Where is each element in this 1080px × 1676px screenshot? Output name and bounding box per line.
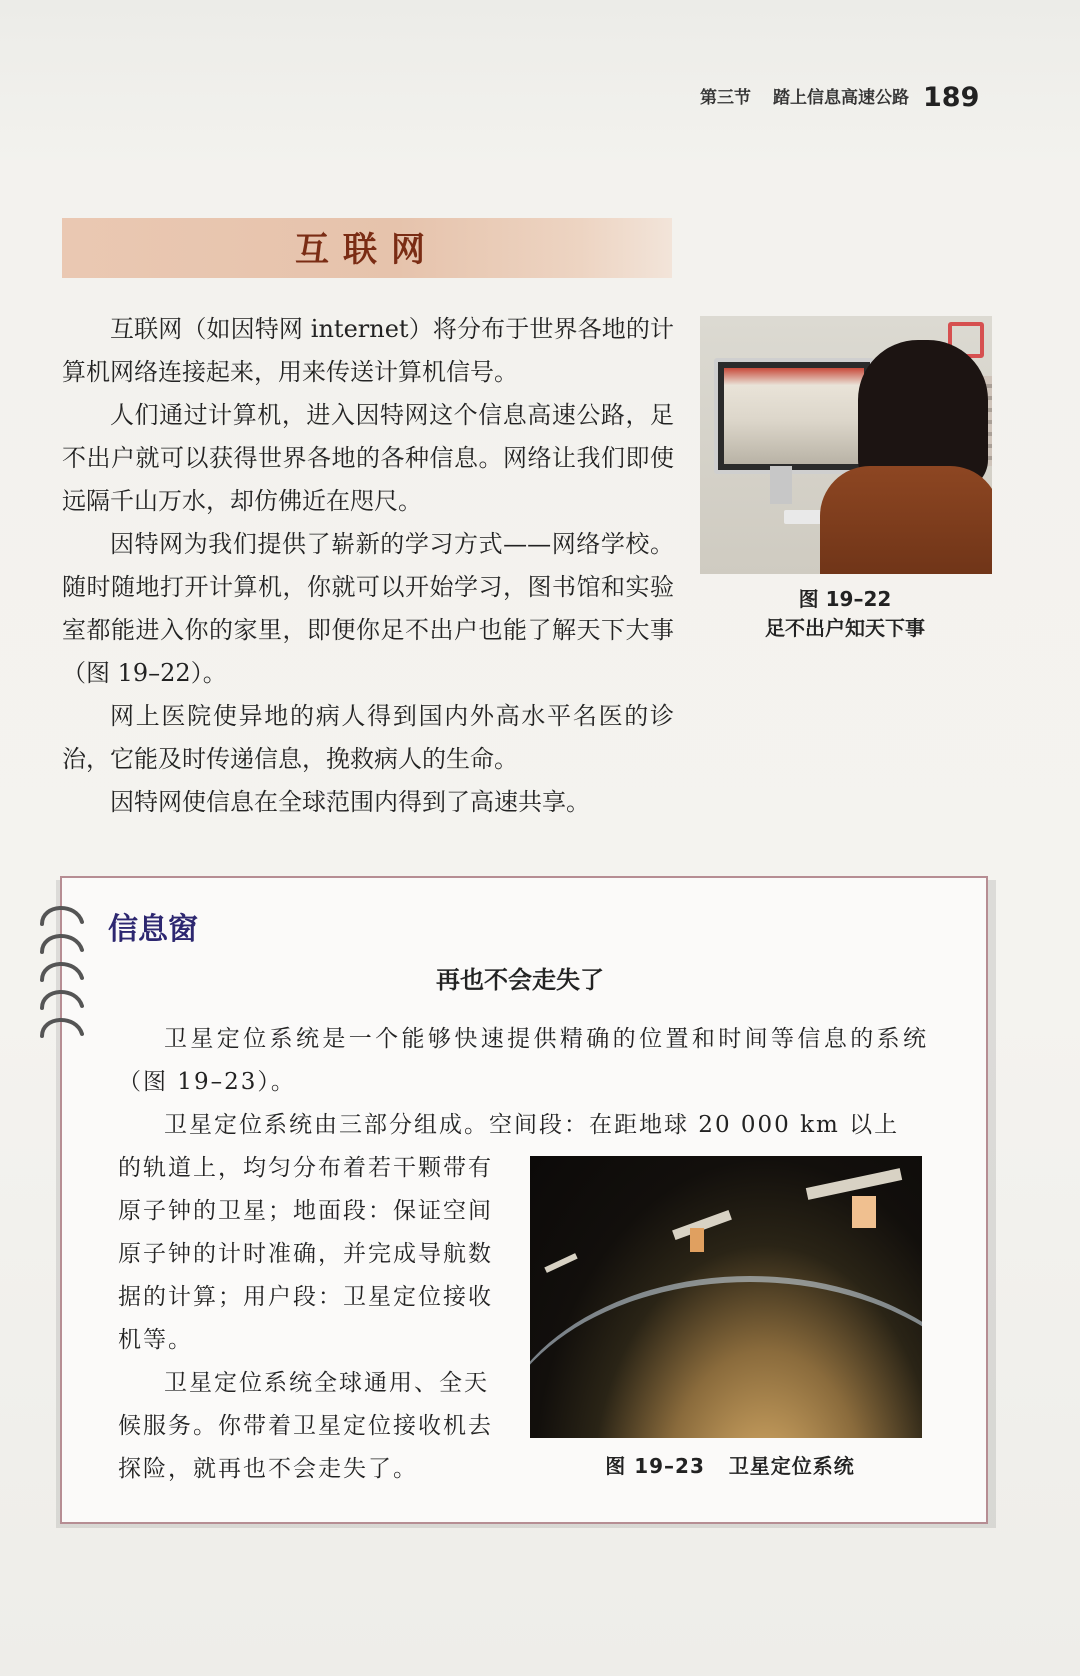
main-text (62, 308, 674, 824)
section-heading: 互联网 (295, 230, 439, 270)
paragraph: 因特网使信息在全球范围内得到了高速共享。 (110, 788, 590, 816)
binding-ring (42, 992, 82, 1008)
figure-caption (710, 585, 980, 643)
info-window-title: 再也不会走失了 (436, 966, 604, 994)
figure-number: 图 19–22 (798, 587, 892, 611)
header-section: 第三节 (700, 88, 751, 108)
info-window-label: 信息窗 (108, 912, 198, 947)
satellite-panel (544, 1253, 577, 1273)
monitor-screen (724, 368, 864, 464)
info-paragraph: 卫星定位系统是一个能够快速提供精确的位置和时间等信息的系统（图 19–23）。 (118, 1026, 928, 1095)
binding-ring (42, 1020, 82, 1036)
computer-monitor (714, 358, 874, 474)
satellite-positioning-image (530, 1156, 922, 1438)
monitor-stand (770, 466, 792, 504)
person-body (820, 466, 992, 574)
header-title: 踏上信息高速公路 (773, 88, 909, 108)
paragraph: 人们通过计算机，进入因特网这个信息高速公路，足不出户就可以获得世界各地的各种信息。网络让我们即使远隔千山万水，却仿佛近在咫尺。 (62, 401, 674, 515)
earth-horizon (530, 1276, 922, 1438)
paragraph: 网上医院使异地的病人得到国内外高水平名医的诊治，它能及时传递信息，挽救病人的生命。 (62, 702, 674, 773)
binding-ring (42, 964, 82, 980)
photo-person-at-computer (700, 316, 992, 574)
figure-caption (560, 1450, 900, 1479)
info-paragraph: 卫星定位系统由三部分组成。空间段：在距地球 20 000 km 以上 (164, 1112, 900, 1138)
running-header (700, 82, 979, 113)
satellite-body (690, 1228, 704, 1252)
info-paragraph-text: 的轨道上，均匀分布着若干颗带有原子钟的卫星；地面段：保证空间原子钟的计时准确，并完成导航数据的计算；用户段：卫星定位接收机等。 (118, 1155, 493, 1353)
spiral-binding-icon (36, 898, 96, 1048)
binding-ring (42, 908, 82, 924)
paragraph: 互联网（如因特网 internet）将分布于世界各地的计算机网络连接起来，用来传送计算机信号。 (62, 315, 674, 386)
figure-caption-text: 足不出户知天下事 (765, 616, 925, 640)
figure-number: 图 19–23 (605, 1454, 705, 1478)
satellite-body (852, 1196, 876, 1228)
paragraph: 因特网为我们提供了崭新的学习方式——网络学校。随时随地打开计算机，你就可以开始学习，图书馆和实验室都能进入你的家里，即便你足不出户也能了解天下大事（图 19–22）。 (62, 530, 674, 687)
page-number: 189 (923, 82, 980, 113)
info-paragraph-wrapped (118, 1147, 498, 1491)
binding-ring (42, 936, 82, 952)
info-paragraph-text: 卫星定位系统全球通用、全天候服务。你带着卫星定位接收机去探险，就再也不会走失了。 (118, 1370, 493, 1482)
figure-caption-text: 卫星定位系统 (728, 1454, 855, 1478)
